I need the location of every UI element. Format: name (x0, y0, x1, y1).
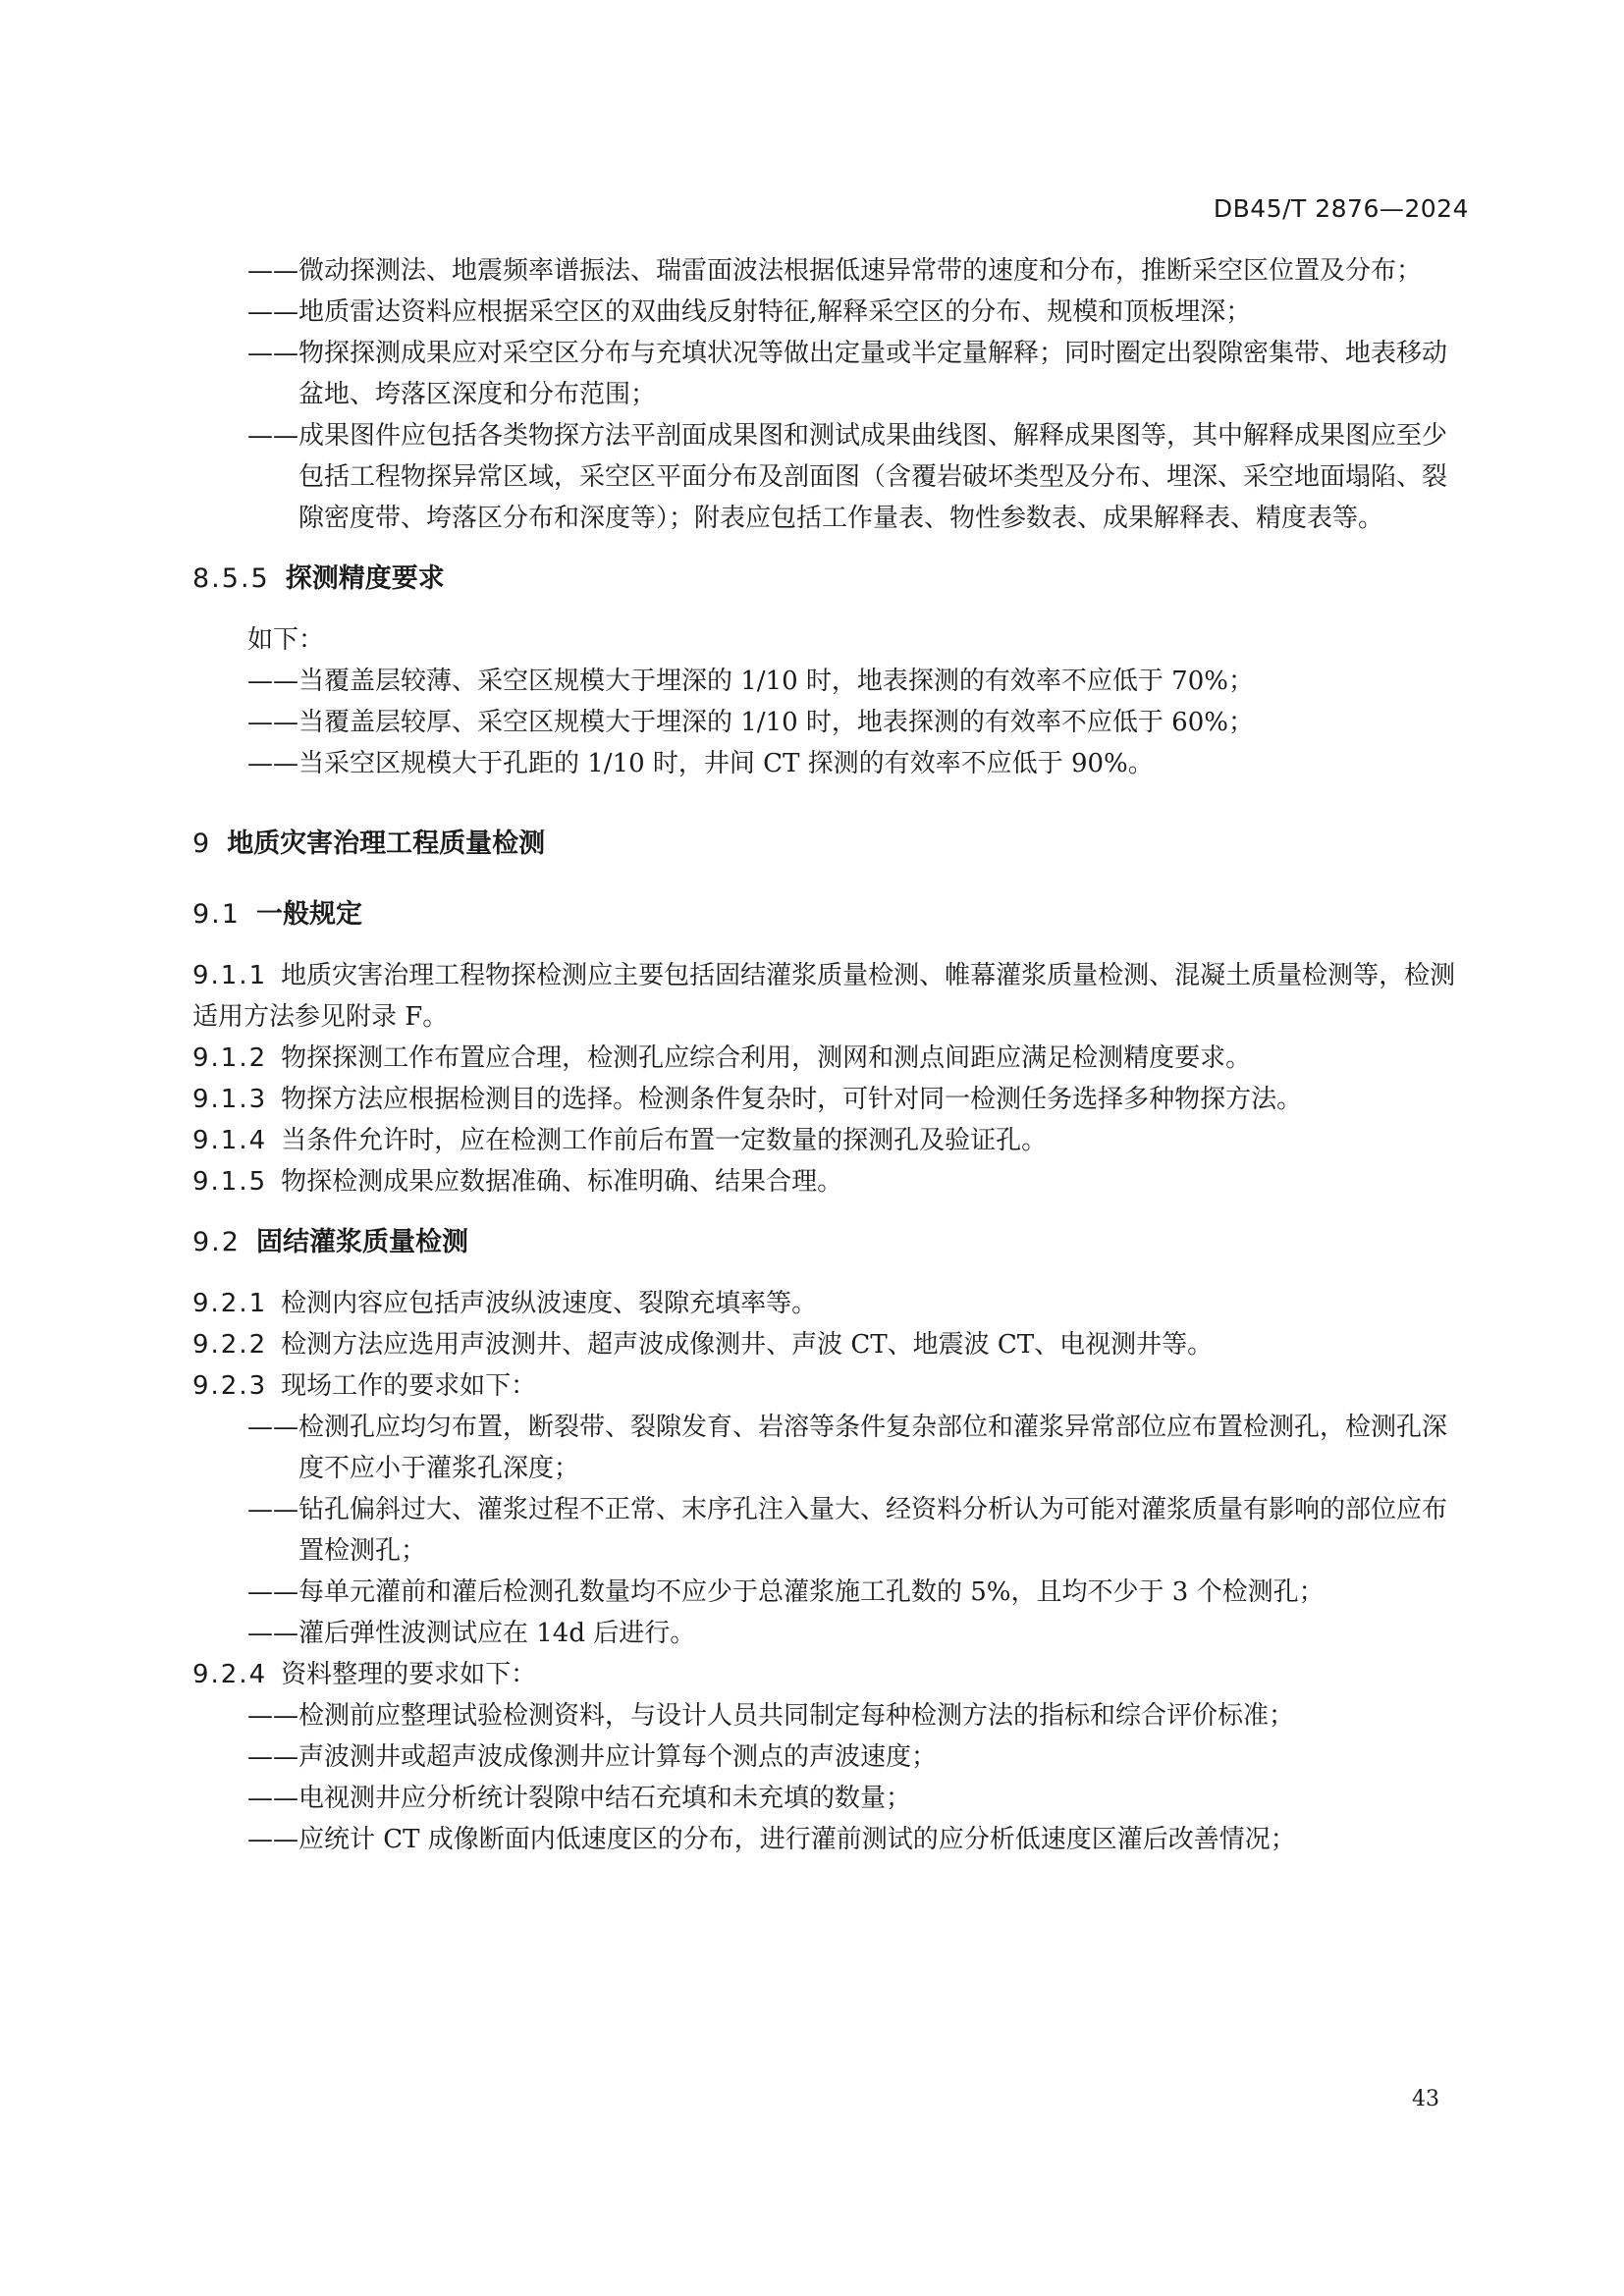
document-body (192, 250, 1469, 1860)
clause (192, 1038, 1469, 1079)
section-heading-9-1 (192, 894, 1469, 935)
clause-number: 9.1.3 (192, 1085, 268, 1114)
clause-text: 地质灾害治理工程物探检测应主要包括固结灌浆质量检测、帷幕灌浆质量检测、混凝土质量检测等，检测适用方法参见附录 F。 (192, 961, 1456, 1032)
chapter-heading-9 (192, 824, 1469, 865)
section-title: 固结灌浆质量检测 (255, 1227, 468, 1257)
list-item: ——每单元灌前和灌后检测孔数量均不应少于总灌浆施工孔数的 5%，且均不少于 3 个检测孔； (247, 1577, 1325, 1607)
list-item: ——当覆盖层较厚、采空区规模大于埋深的 1/10 时，地表探测的有效率不应低于 60%； (247, 708, 1254, 737)
clause-text: 物探探测工作布置应合理，检测孔应综合利用，测网和测点间距应满足检测精度要求。 (281, 1043, 1252, 1073)
clause-number: 9.1.5 (192, 1167, 268, 1197)
section-heading-8-5-5 (192, 559, 1469, 600)
list-item: ——成果图件应包括各类物探方法平剖面成果图和测试成果曲线图、解释成果图等，其中解释成果图应至少包括工程物探异常区域，采空区平面分布及剖面图（含覆岩破坏类型及分布、埋深、采空地面塌陷、裂隙密度带、垮落区分布和深度等）；附表应包括工作量表、物性参数表、成果解释表、精度表等。 (247, 421, 1448, 533)
section-number: 9 (192, 828, 212, 859)
paragraph: 如下： (247, 625, 325, 655)
list-item: ——检测孔应均匀布置，断裂带、裂隙发育、岩溶等条件复杂部位和灌浆异常部位应布置检测孔，检测孔深度不应小于灌浆孔深度； (247, 1413, 1448, 1483)
list-item: ——地质雷达资料应根据采空区的双曲线反射特征,解释采空区的分布、规模和顶板埋深； (247, 297, 1252, 327)
section-number: 8.5.5 (192, 563, 270, 594)
list-item: ——声波测井或超声波成像测井应计算每个测点的声波速度； (247, 1742, 938, 1772)
clause-number: 9.2.4 (192, 1660, 268, 1689)
clause-text: 资料整理的要求如下： (281, 1660, 537, 1689)
list-item: ——灌后弹性波测试应在 14d 后进行。 (247, 1619, 696, 1648)
clause-number: 9.1.1 (192, 961, 268, 990)
clause (192, 1283, 1469, 1324)
clause-text: 当条件允许时，应在检测工作前后布置一定数量的探测孔及验证孔。 (281, 1126, 1048, 1155)
page-number: 43 (1412, 2087, 1439, 2111)
list-item: ——电视测井应分析统计裂隙中结石充填和未充填的数量； (247, 1784, 912, 1813)
section-number: 9.2 (192, 1227, 241, 1257)
document-code-header: DB45/T 2876—2024 (1213, 194, 1469, 223)
clause (192, 1324, 1469, 1365)
clause-number: 9.2.2 (192, 1330, 268, 1360)
clause (192, 1365, 1469, 1407)
list-item: ——当覆盖层较薄、采空区规模大于埋深的 1/10 时，地表探测的有效率不应低于 70%； (247, 667, 1254, 696)
list-item: ——检测前应整理试验检测资料，与设计人员共同制定每种检测方法的指标和综合评价标准； (247, 1701, 1295, 1731)
clause-text: 物探方法应根据检测目的选择。检测条件复杂时，可针对同一检测任务选择多种物探方法。 (281, 1085, 1303, 1114)
clause (192, 1120, 1469, 1161)
clause-text: 检测内容应包括声波纵波速度、裂隙充填率等。 (281, 1289, 818, 1318)
clause-text: 检测方法应选用声波测井、超声波成像测井、声波 CT、地震波 CT、电视测井等。 (281, 1330, 1214, 1360)
clause-number: 9.2.3 (192, 1371, 268, 1401)
clause-text: 现场工作的要求如下： (281, 1371, 537, 1401)
list-item: ——应统计 CT 成像断面内低速度区的分布，进行灌前测试的应分析低速度区灌后改善情况； (247, 1825, 1296, 1854)
section-title: 探测精度要求 (285, 563, 445, 594)
section-heading-9-2 (192, 1222, 1469, 1263)
list-item: ——当采空区规模大于孔距的 1/10 时，井间 CT 探测的有效率不应低于 90%。 (247, 749, 1154, 778)
list-item: ——微动探测法、地震频率谱振法、瑞雷面波法根据低速异常带的速度和分布，推断采空区位置及分布； (247, 256, 1423, 286)
section-title: 地质灾害治理工程质量检测 (227, 828, 546, 859)
section-number: 9.1 (192, 899, 241, 930)
clause (192, 1161, 1469, 1202)
clause (192, 1079, 1469, 1120)
clause-number: 9.1.4 (192, 1126, 268, 1155)
clause (192, 955, 1469, 1038)
section-title: 一般规定 (255, 899, 362, 930)
clause-number: 9.1.2 (192, 1043, 268, 1073)
list-item: ——物探探测成果应对采空区分布与充填状况等做出定量或半定量解释；同时圈定出裂隙密集带、地表移动盆地、垮落区深度和分布范围； (247, 339, 1448, 409)
clause-text: 物探检测成果应数据准确、标准明确、结果合理。 (281, 1167, 843, 1197)
list-item: ——钻孔偏斜过大、灌浆过程不正常、末序孔注入量大、经资料分析认为可能对灌浆质量有影响的部位应布置检测孔； (247, 1495, 1448, 1566)
clause-number: 9.2.1 (192, 1289, 268, 1318)
clause (192, 1654, 1469, 1695)
